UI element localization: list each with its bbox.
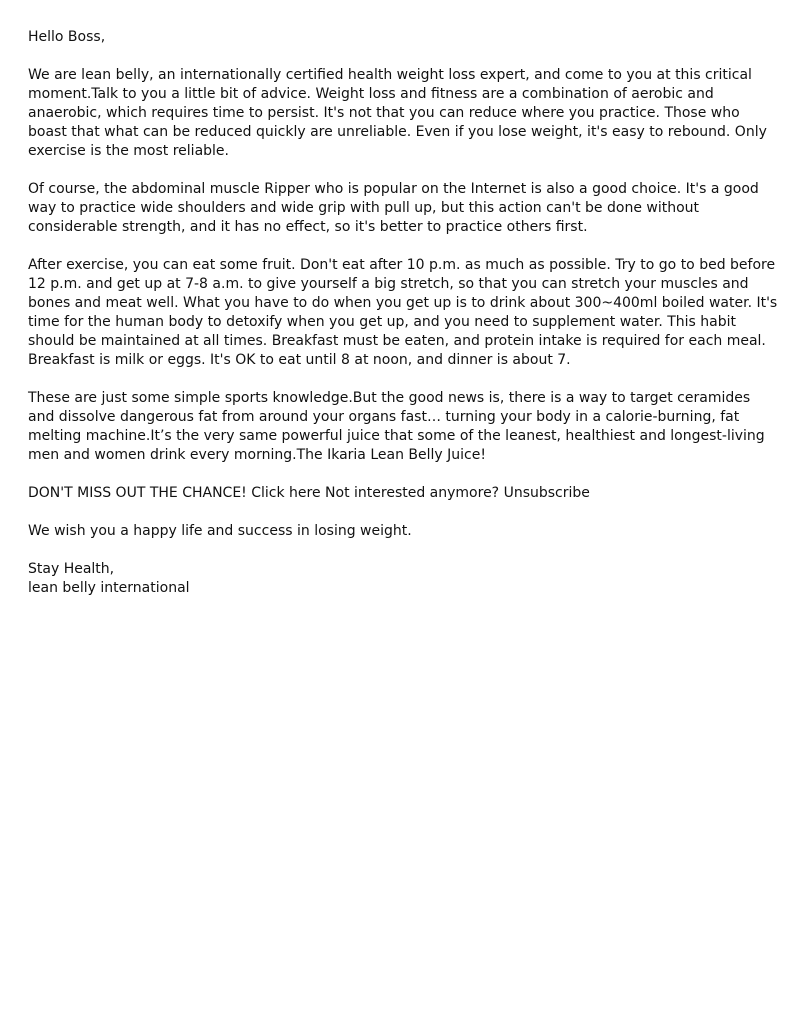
email-body	[28, 28, 778, 598]
signoff: Stay Health,	[28, 561, 115, 577]
intro-paragraph: We are lean belly, an internationally certified health weight loss expert, and come to you at this critical moment.Talk to you a little bit of advice. Weight loss and fitness are a combination of aerobic and anaerobic, which requires time to persist. It's not that you can reduce where you practice. Those who boast that what can be reduced quickly are unreliable. Even if you lose weight, it's easy to rebound. Only exercise is the most reliable.	[28, 67, 767, 159]
juice-paragraph: These are just some simple sports knowledge.But the good news is, there is a way to target ceramides and dissolve dangerous fat from around your organs fast… turning your body in a calorie-burning, fat melting machine.It’s the very same powerful juice that some of the leanest, healthiest and longest-living men and women drink every morning.The Ikaria Lean Belly Juice!	[28, 390, 765, 463]
cta-prefix: DON'T MISS OUT THE CHANCE!	[28, 485, 252, 501]
closing-wish: We wish you a happy life and success in losing weight.	[28, 523, 412, 539]
sender-name: lean belly international	[28, 580, 190, 596]
cta-middle: Not interested anymore?	[320, 485, 504, 501]
greeting: Hello Boss,	[28, 29, 106, 45]
click-here-link[interactable]: Click here	[251, 485, 321, 501]
ab-ripper-paragraph: Of course, the abdominal muscle Ripper who is popular on the Internet is also a good choice. It's a good way to practice wide shoulders and wide grip with pull up, but this action can't be done without considerable strength, and it has no effect, so it's better to practice others first.	[28, 181, 759, 235]
diet-paragraph: After exercise, you can eat some fruit. Don't eat after 10 p.m. as much as possible. Try to go to bed before 12 p.m. and get up at 7-8 a.m. to give yourself a big stretch, so that you can stretch your muscles and bones and meat well. What you have to do when you get up is to drink about 300~400ml boiled water. It's time for the human body to detoxify when you get up, and you need to supplement water. This habit should be maintained at all times. Breakfast must be eaten, and protein intake is required for each meal. Breakfast is milk or eggs. It's OK to eat until 8 at noon, and dinner is about 7.	[28, 257, 778, 368]
cta-line	[28, 484, 778, 503]
unsubscribe-link[interactable]: Unsubscribe	[503, 485, 590, 501]
